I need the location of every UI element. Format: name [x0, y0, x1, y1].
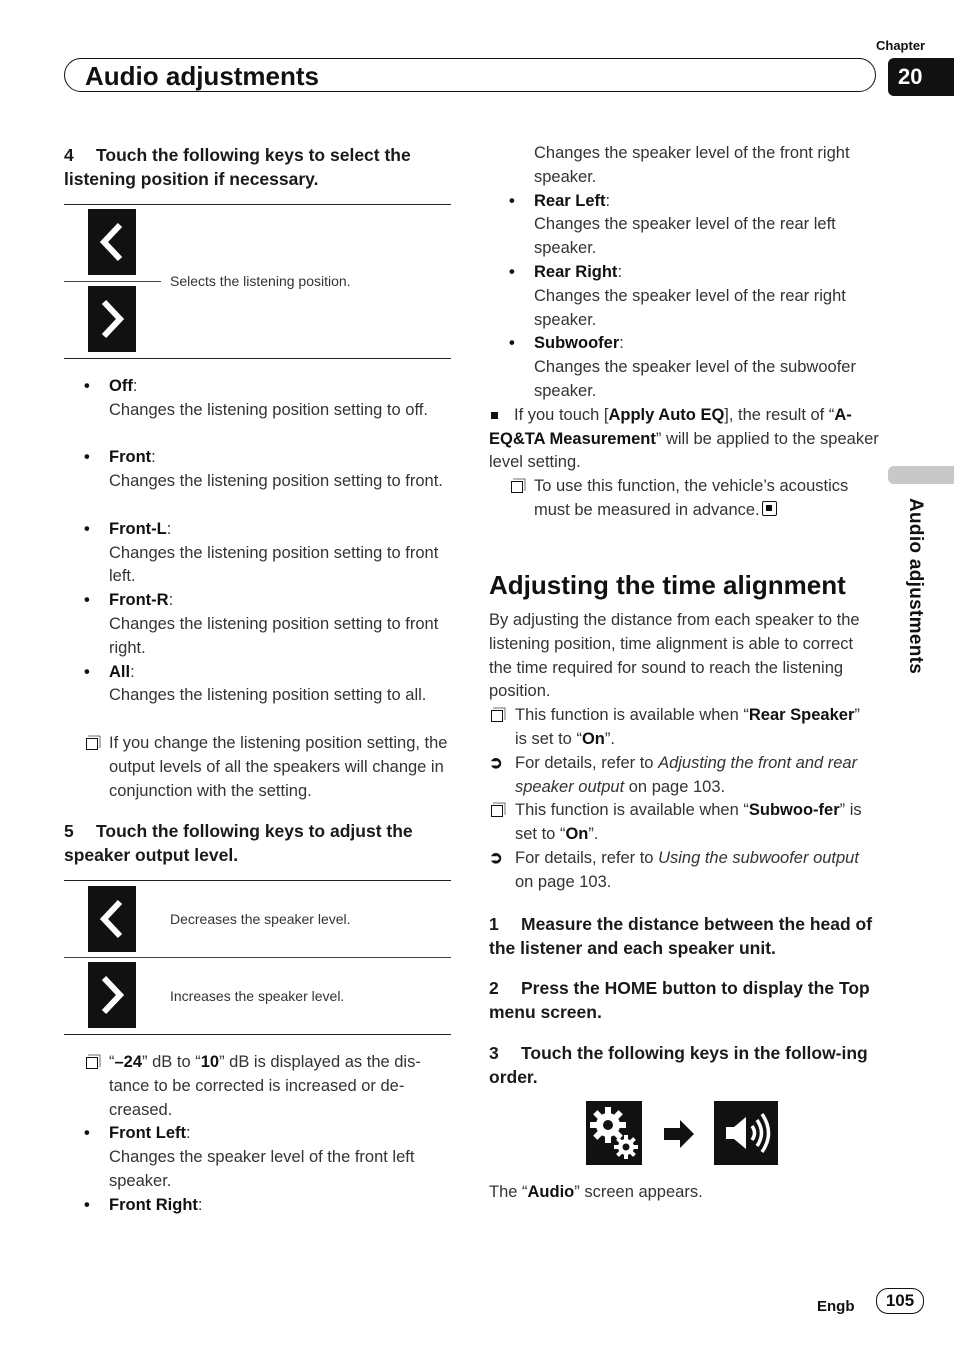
list-item: • Front-R: Changes the listening position setting to front right.	[84, 591, 439, 657]
table-row-divider	[64, 957, 451, 958]
note-checkbox-icon	[491, 805, 503, 817]
step-text: Touch the following keys in the follow-ing order.	[489, 1043, 868, 1087]
note-checkbox-icon	[491, 710, 503, 722]
bullet: •	[84, 377, 90, 395]
auto-eq-note: If you touch [Apply Auto EQ], the result of “A-EQ&TA Measurement” will be applied to the speaker level setting.	[489, 405, 879, 472]
item-desc: Changes the listening position setting to off.	[109, 400, 428, 419]
item-label: Front Right	[109, 1195, 198, 1214]
note	[84, 732, 454, 803]
note	[489, 475, 879, 523]
list-item: • Rear Right: Changes the speaker level of the rear right speaker.	[509, 262, 846, 329]
step-text: Touch the following keys to adjust the speaker output level.	[64, 821, 413, 865]
list-item: • All: Changes the listening position setting to all.	[84, 662, 427, 705]
note-checkbox-icon	[511, 481, 523, 493]
item-label: Front Left	[109, 1124, 186, 1143]
table-top-rule	[64, 880, 451, 881]
item-label: Rear Left	[534, 191, 606, 210]
speaker-level-notes	[84, 1051, 454, 1218]
square-bullet-icon	[491, 412, 498, 419]
list-item: • Subwoofer: Changes the speaker level of the subwoofer speaker.	[509, 334, 856, 400]
item-label: All	[109, 662, 131, 681]
reference-link[interactable]: Using the subwoofer output	[658, 848, 859, 867]
right-arrow-key-icon	[88, 962, 136, 1028]
reference-arrow-icon: ➲	[489, 753, 503, 772]
speaker-level-list-continued	[489, 142, 879, 523]
chapter-number: 20	[888, 58, 954, 96]
note-text: “–24” dB to “10” dB is displayed as the dis-tance to be corrected is increased or de-creased.	[109, 1053, 421, 1119]
list-item: • Front Right:	[84, 1194, 454, 1218]
item-label: Off	[109, 377, 133, 395]
bullet: •	[509, 334, 515, 353]
result-text: The “Audio” screen appears.	[489, 1183, 703, 1201]
table-bottom-rule	[64, 358, 451, 359]
item-label: Subwoofer	[534, 334, 620, 353]
bullet: •	[84, 662, 90, 681]
left-arrow-key-icon	[88, 886, 136, 952]
step-5	[64, 819, 454, 867]
list-item: • Front Left: Changes the speaker level of the front left speaker.	[84, 1124, 415, 1190]
list-item: • Front: Changes the listening position setting to front.	[84, 448, 443, 491]
list-item: • Front-L: Changes the listening position setting to front left.	[84, 519, 439, 586]
item-label: Front-L	[109, 519, 167, 538]
item-desc: Changes the listening position setting to front.	[109, 472, 443, 491]
reference-link[interactable]: Adjusting the front and rear speaker output	[515, 753, 858, 796]
item-desc: Changes the listening position setting to front left.	[109, 543, 439, 586]
time-alignment-body	[489, 609, 874, 895]
item-desc: Changes the speaker level of the front left speaker.	[109, 1148, 415, 1190]
step-1	[489, 912, 874, 960]
step-text: Measure the distance between the head of the listener and each speaker unit.	[489, 914, 873, 958]
item-desc: Changes the listening position setting to front right.	[109, 614, 439, 657]
bullet: •	[84, 1195, 90, 1214]
side-tab-label: Audio adjustments	[905, 498, 926, 675]
bullet: •	[509, 262, 515, 281]
step-3	[489, 1041, 874, 1089]
section-heading: Adjusting the time alignment	[489, 570, 846, 600]
note-checkbox-icon	[86, 1057, 98, 1069]
note	[84, 1051, 454, 1122]
right-arrow-key-icon	[88, 286, 136, 352]
step-2	[489, 976, 874, 1024]
increase-description: Increases the speaker level.	[170, 988, 345, 1004]
reference-arrow-icon: ➲	[489, 848, 503, 867]
table-top-rule	[64, 204, 451, 205]
item-desc: Changes the listening position setting to all.	[109, 686, 427, 705]
step-number: 5	[64, 821, 74, 841]
settings-gears-icon	[586, 1101, 642, 1165]
section-title: Audio adjustments	[85, 61, 320, 91]
listening-position-list	[84, 375, 454, 803]
step-text: Touch the following keys to select the listening position if necessary.	[64, 145, 411, 189]
bullet: •	[84, 591, 90, 610]
item-desc: Changes the speaker level of the rear left speaker.	[534, 215, 836, 258]
step-number: 3	[489, 1043, 499, 1063]
bullet: •	[84, 448, 90, 467]
chapter-label: Chapter	[876, 38, 926, 53]
note: This function is available when “Rear Speaker” is set to “On”.	[489, 704, 874, 752]
item-desc: Changes the speaker level of the rear right speaker.	[534, 286, 846, 329]
speaker-volume-icon	[714, 1101, 778, 1165]
page-number: 105	[876, 1288, 924, 1314]
note: This function is available when “Subwoo-fer” is set to “On”.	[489, 799, 874, 847]
bullet: •	[84, 1124, 90, 1143]
item-label: Rear Right	[534, 262, 618, 281]
item-desc: Changes the speaker level of the front right speaker.	[534, 144, 850, 186]
note-checkbox-icon	[86, 738, 98, 750]
bullet: •	[84, 519, 90, 538]
bullet: •	[509, 191, 515, 210]
reference: ➲ For details, refer to Adjusting the front and rear speaker output on page 103.	[489, 753, 858, 796]
note-text: To use this function, the vehicle’s acoustics must be measured in advance.	[534, 477, 849, 519]
decrease-description: Decreases the speaker level.	[170, 911, 351, 927]
end-mark-icon	[762, 501, 777, 516]
step-number: 2	[489, 978, 499, 998]
list-item: • Rear Left: Changes the speaker level of the rear left speaker.	[509, 191, 836, 258]
step-number: 1	[489, 914, 499, 934]
arrow-right-icon	[664, 1120, 696, 1153]
item-desc: Changes the speaker level of the subwoofer speaker.	[534, 358, 856, 400]
listening-position-description: Selects the listening position.	[170, 273, 351, 289]
language-label: Engb	[817, 1298, 855, 1315]
table-bottom-rule	[64, 1034, 451, 1035]
intro-paragraph: By adjusting the distance from each speaker to the listening position, time alignment is able to correct the time required for sound to reach the listening position.	[489, 611, 860, 701]
step-text: Press the HOME button to display the Top menu screen.	[489, 978, 870, 1022]
table-row-divider	[64, 281, 161, 282]
reference: ➲ For details, refer to Using the subwoofer output on page 103.	[489, 848, 859, 891]
step-number: 4	[64, 145, 74, 165]
item-label: Front	[109, 448, 152, 467]
note-text: If you change the listening position setting, the output levels of all the speakers will change in conjunction with the setting.	[109, 733, 448, 800]
list-item: • Off: Changes the listening position setting to off.	[84, 377, 428, 419]
item-label: Front-R	[109, 591, 169, 610]
step-4	[64, 143, 454, 191]
side-tab-marker	[888, 466, 954, 484]
left-arrow-key-icon	[88, 209, 136, 275]
